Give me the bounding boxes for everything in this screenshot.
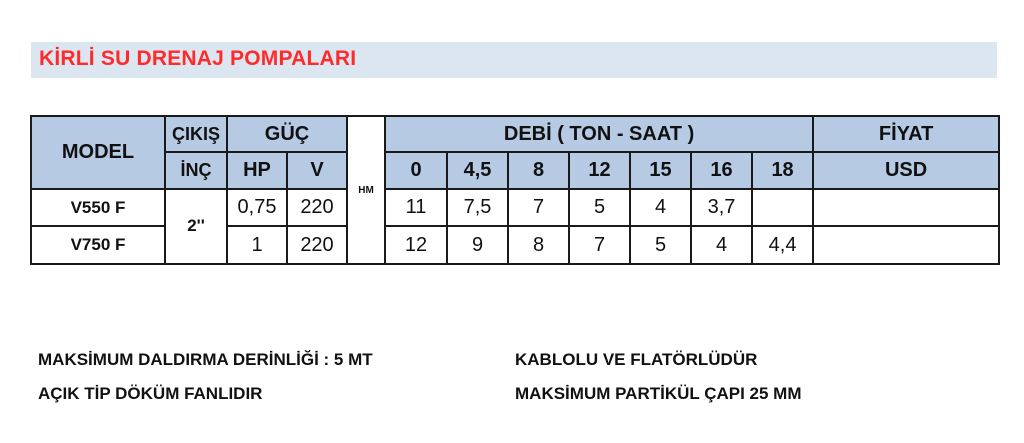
notes-left bbox=[38, 343, 373, 411]
table-row bbox=[31, 189, 999, 227]
hm-header: HM bbox=[347, 116, 385, 264]
flow-cell: 5 bbox=[630, 226, 691, 264]
flow-header: DEBİ ( TON - SAAT ) bbox=[385, 116, 813, 152]
page-title: KİRLİ SU DRENAJ POMPALARI bbox=[39, 47, 357, 70]
flow-cell: 4 bbox=[630, 189, 691, 227]
notes-right bbox=[515, 343, 802, 411]
currency-header: USD bbox=[813, 152, 999, 188]
flow-cell: 7 bbox=[569, 226, 630, 264]
flow-point: 15 bbox=[630, 152, 691, 188]
model-cell: V750 F bbox=[31, 226, 165, 264]
outlet-cell: 2'' bbox=[165, 189, 227, 264]
model-cell: V550 F bbox=[31, 189, 165, 227]
volt-header: V bbox=[287, 152, 347, 188]
flow-cell: 4,4 bbox=[752, 226, 813, 264]
flow-cell: 4 bbox=[691, 226, 752, 264]
pump-spec-table bbox=[30, 115, 1000, 265]
flow-cell: 9 bbox=[447, 226, 508, 264]
flow-point: 4,5 bbox=[447, 152, 508, 188]
power-header: GÜÇ bbox=[227, 116, 347, 152]
hp-header: HP bbox=[227, 152, 287, 188]
outlet-unit-header: İNÇ bbox=[165, 152, 227, 188]
flow-point: 18 bbox=[752, 152, 813, 188]
flow-point: 16 bbox=[691, 152, 752, 188]
hp-cell: 1 bbox=[227, 226, 287, 264]
note-max-particle: MAKSİMUM PARTİKÜL ÇAPI 25 MM bbox=[515, 384, 802, 403]
flow-point: 8 bbox=[508, 152, 569, 188]
flow-cell: 8 bbox=[508, 226, 569, 264]
flow-cell: 7,5 bbox=[447, 189, 508, 227]
model-header: MODEL bbox=[31, 116, 165, 189]
note-impeller-type: AÇIK TİP DÖKÜM FANLIDIR bbox=[38, 384, 263, 403]
hp-cell: 0,75 bbox=[227, 189, 287, 227]
note-max-depth: MAKSİMUM DALDIRMA DERİNLİĞİ : 5 MT bbox=[38, 350, 373, 369]
flow-point: 0 bbox=[385, 152, 447, 188]
flow-cell: 12 bbox=[385, 226, 447, 264]
price-header: FİYAT bbox=[813, 116, 999, 152]
flow-cell: 3,7 bbox=[691, 189, 752, 227]
flow-point: 12 bbox=[569, 152, 630, 188]
flow-cell: 7 bbox=[508, 189, 569, 227]
outlet-header: ÇIKIŞ bbox=[165, 116, 227, 152]
volt-cell: 220 bbox=[287, 189, 347, 227]
note-cable-float: KABLOLU VE FLATÖRLÜDÜR bbox=[515, 350, 758, 369]
price-cell bbox=[813, 226, 999, 264]
flow-cell bbox=[752, 189, 813, 227]
volt-cell: 220 bbox=[287, 226, 347, 264]
flow-cell: 5 bbox=[569, 189, 630, 227]
title-bar bbox=[31, 42, 997, 78]
flow-cell: 11 bbox=[385, 189, 447, 227]
price-cell bbox=[813, 189, 999, 227]
